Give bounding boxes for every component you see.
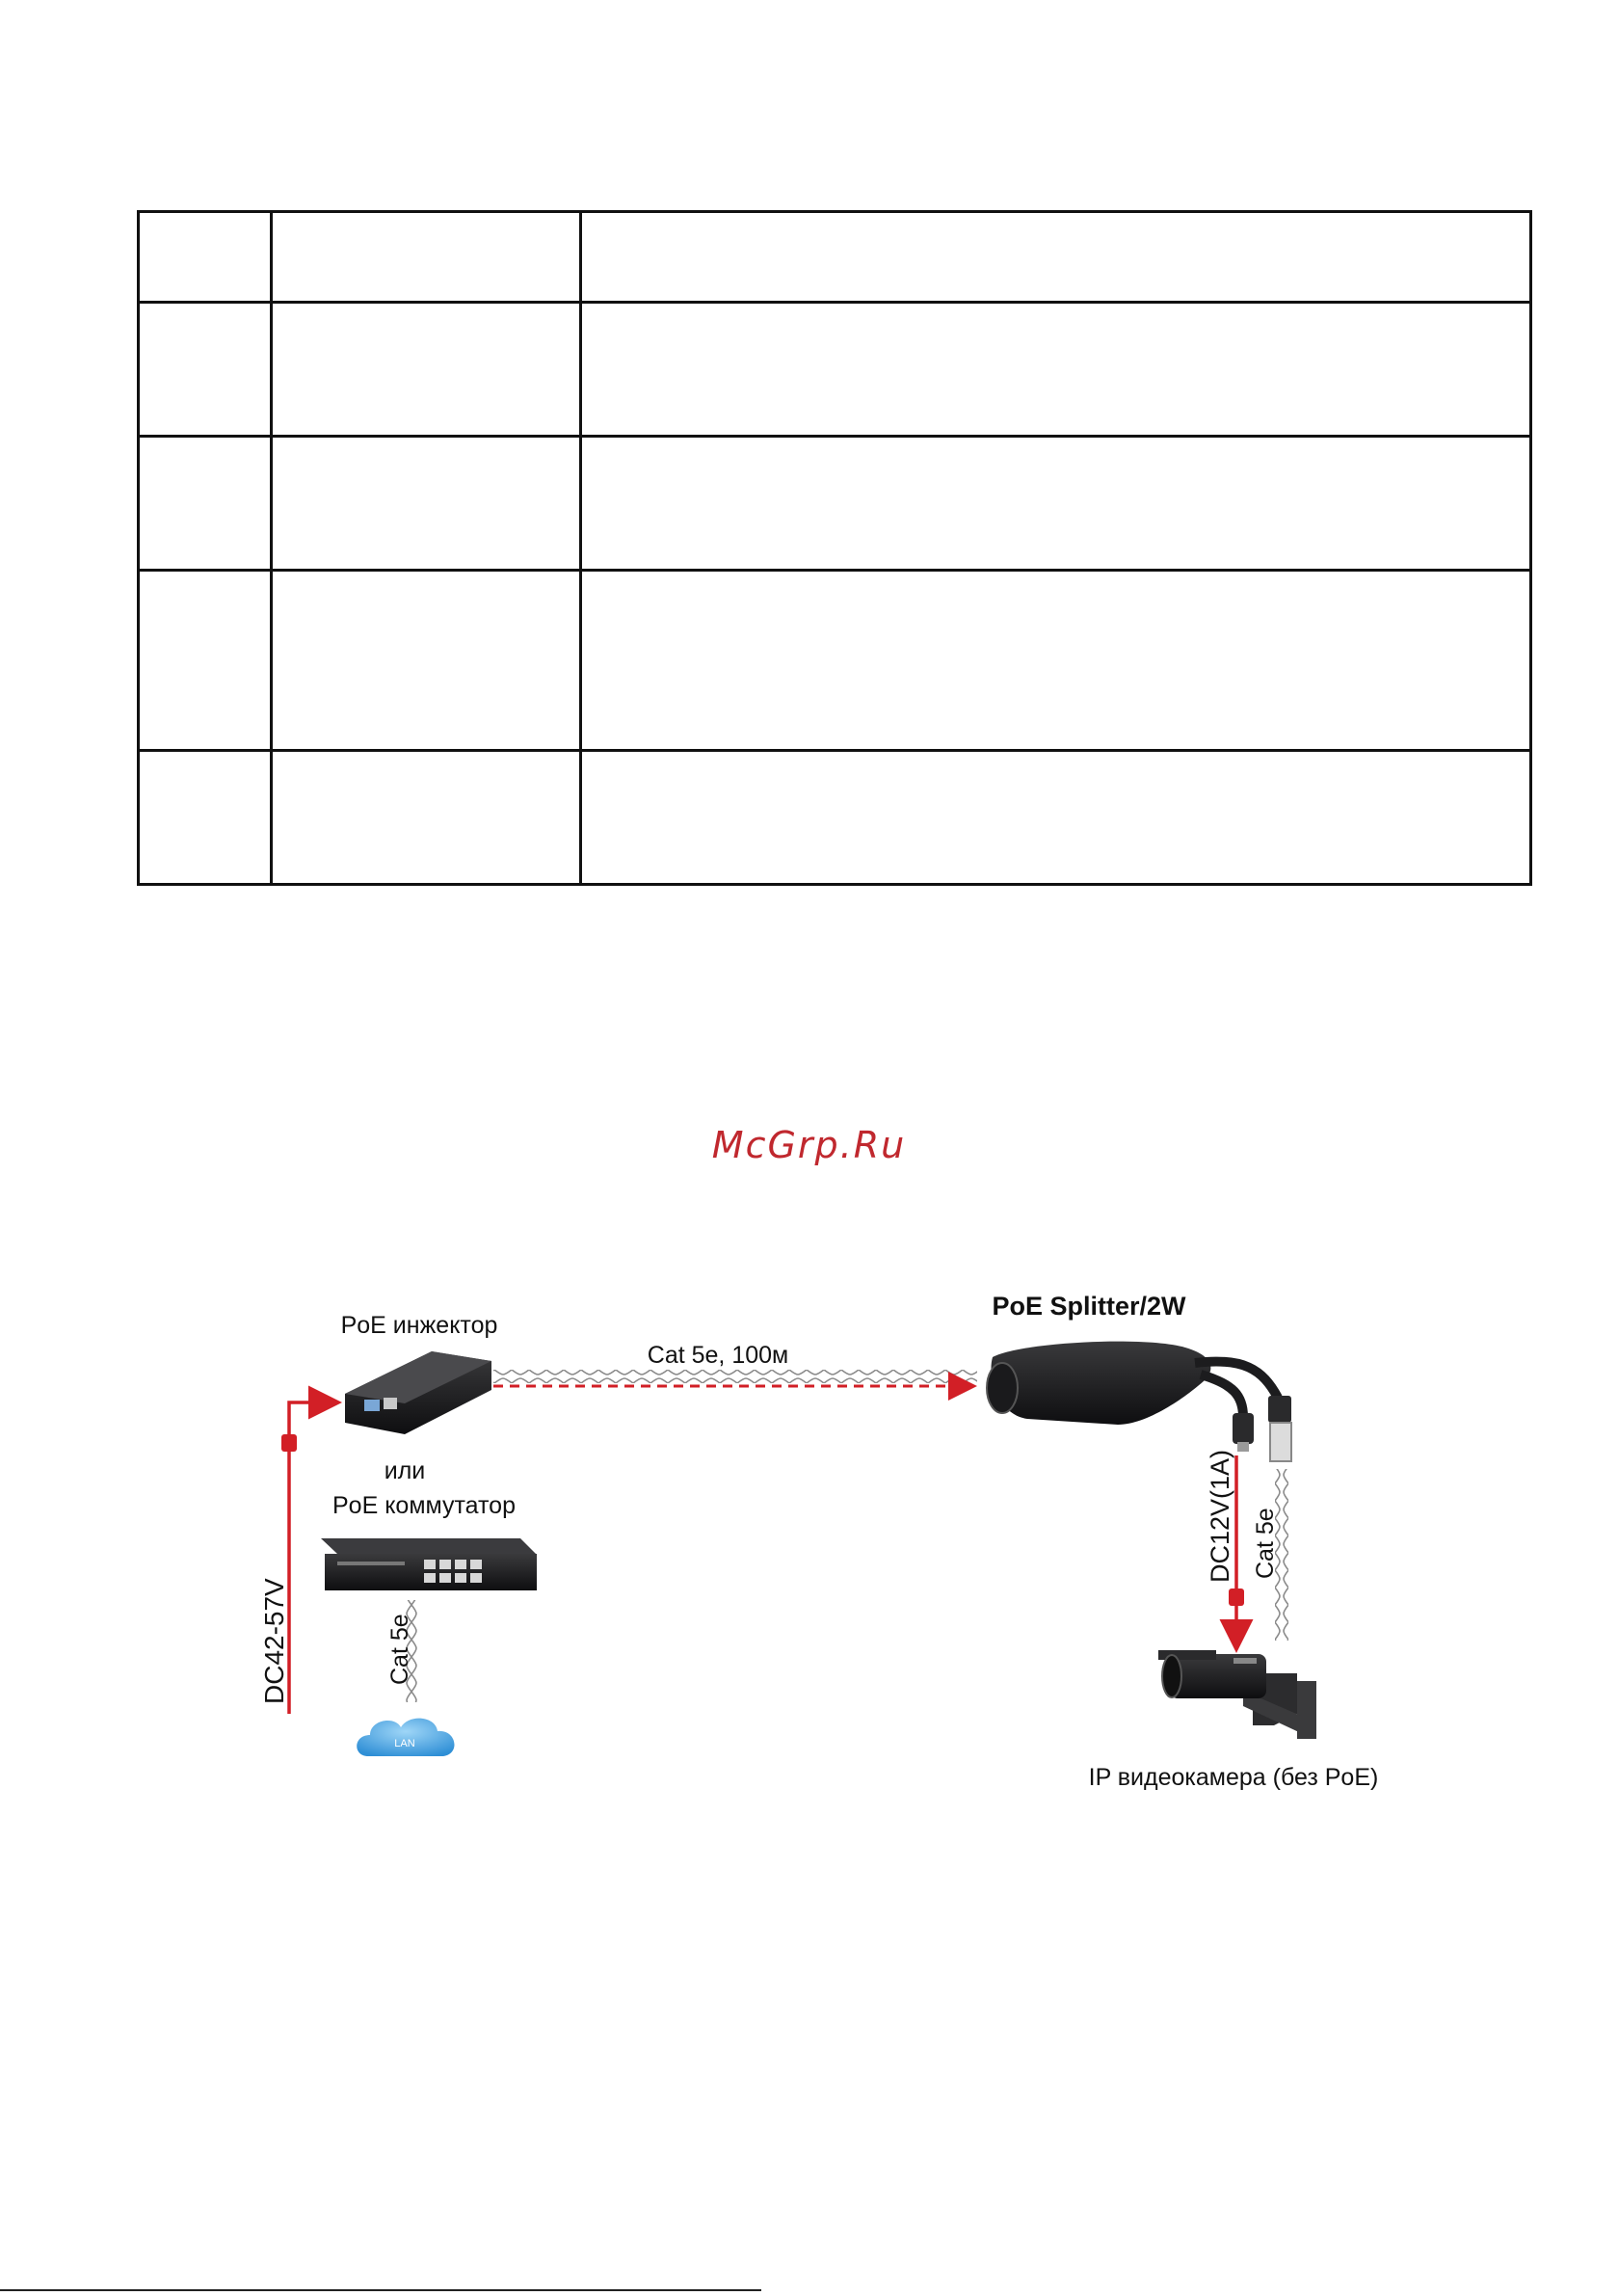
- camera-label: IP видеокамера (без PoE): [1088, 1764, 1379, 1791]
- poe-switch-icon: [321, 1538, 537, 1590]
- trunk-cable-label: Cat 5e, 100м: [647, 1342, 789, 1369]
- poe-injector-icon: [345, 1351, 491, 1434]
- switch-label: PoE коммутатор: [332, 1492, 516, 1519]
- splitter-label: PoE Splitter/2W: [992, 1292, 1186, 1321]
- output-power-label: DC12V(1A): [1206, 1449, 1234, 1583]
- footer-rule: [0, 2289, 761, 2291]
- power-plug-icon: [1229, 1589, 1244, 1606]
- lan-cloud-label: LAN: [394, 1738, 415, 1749]
- poe-splitter-icon: [987, 1342, 1291, 1461]
- input-power-label: DC42-57V: [259, 1578, 289, 1704]
- trunk-cable: [493, 1370, 977, 1383]
- camera-cable-label: Cat 5e: [1252, 1508, 1279, 1579]
- or-label: или: [384, 1457, 426, 1484]
- lan-cable-label: Cat 5e: [386, 1614, 413, 1685]
- injector-label: PoE инжектор: [340, 1312, 498, 1339]
- watermark-text: McGrp.Ru: [711, 1124, 907, 1166]
- ip-camera-icon: [1158, 1650, 1316, 1739]
- power-plug-icon: [281, 1434, 297, 1452]
